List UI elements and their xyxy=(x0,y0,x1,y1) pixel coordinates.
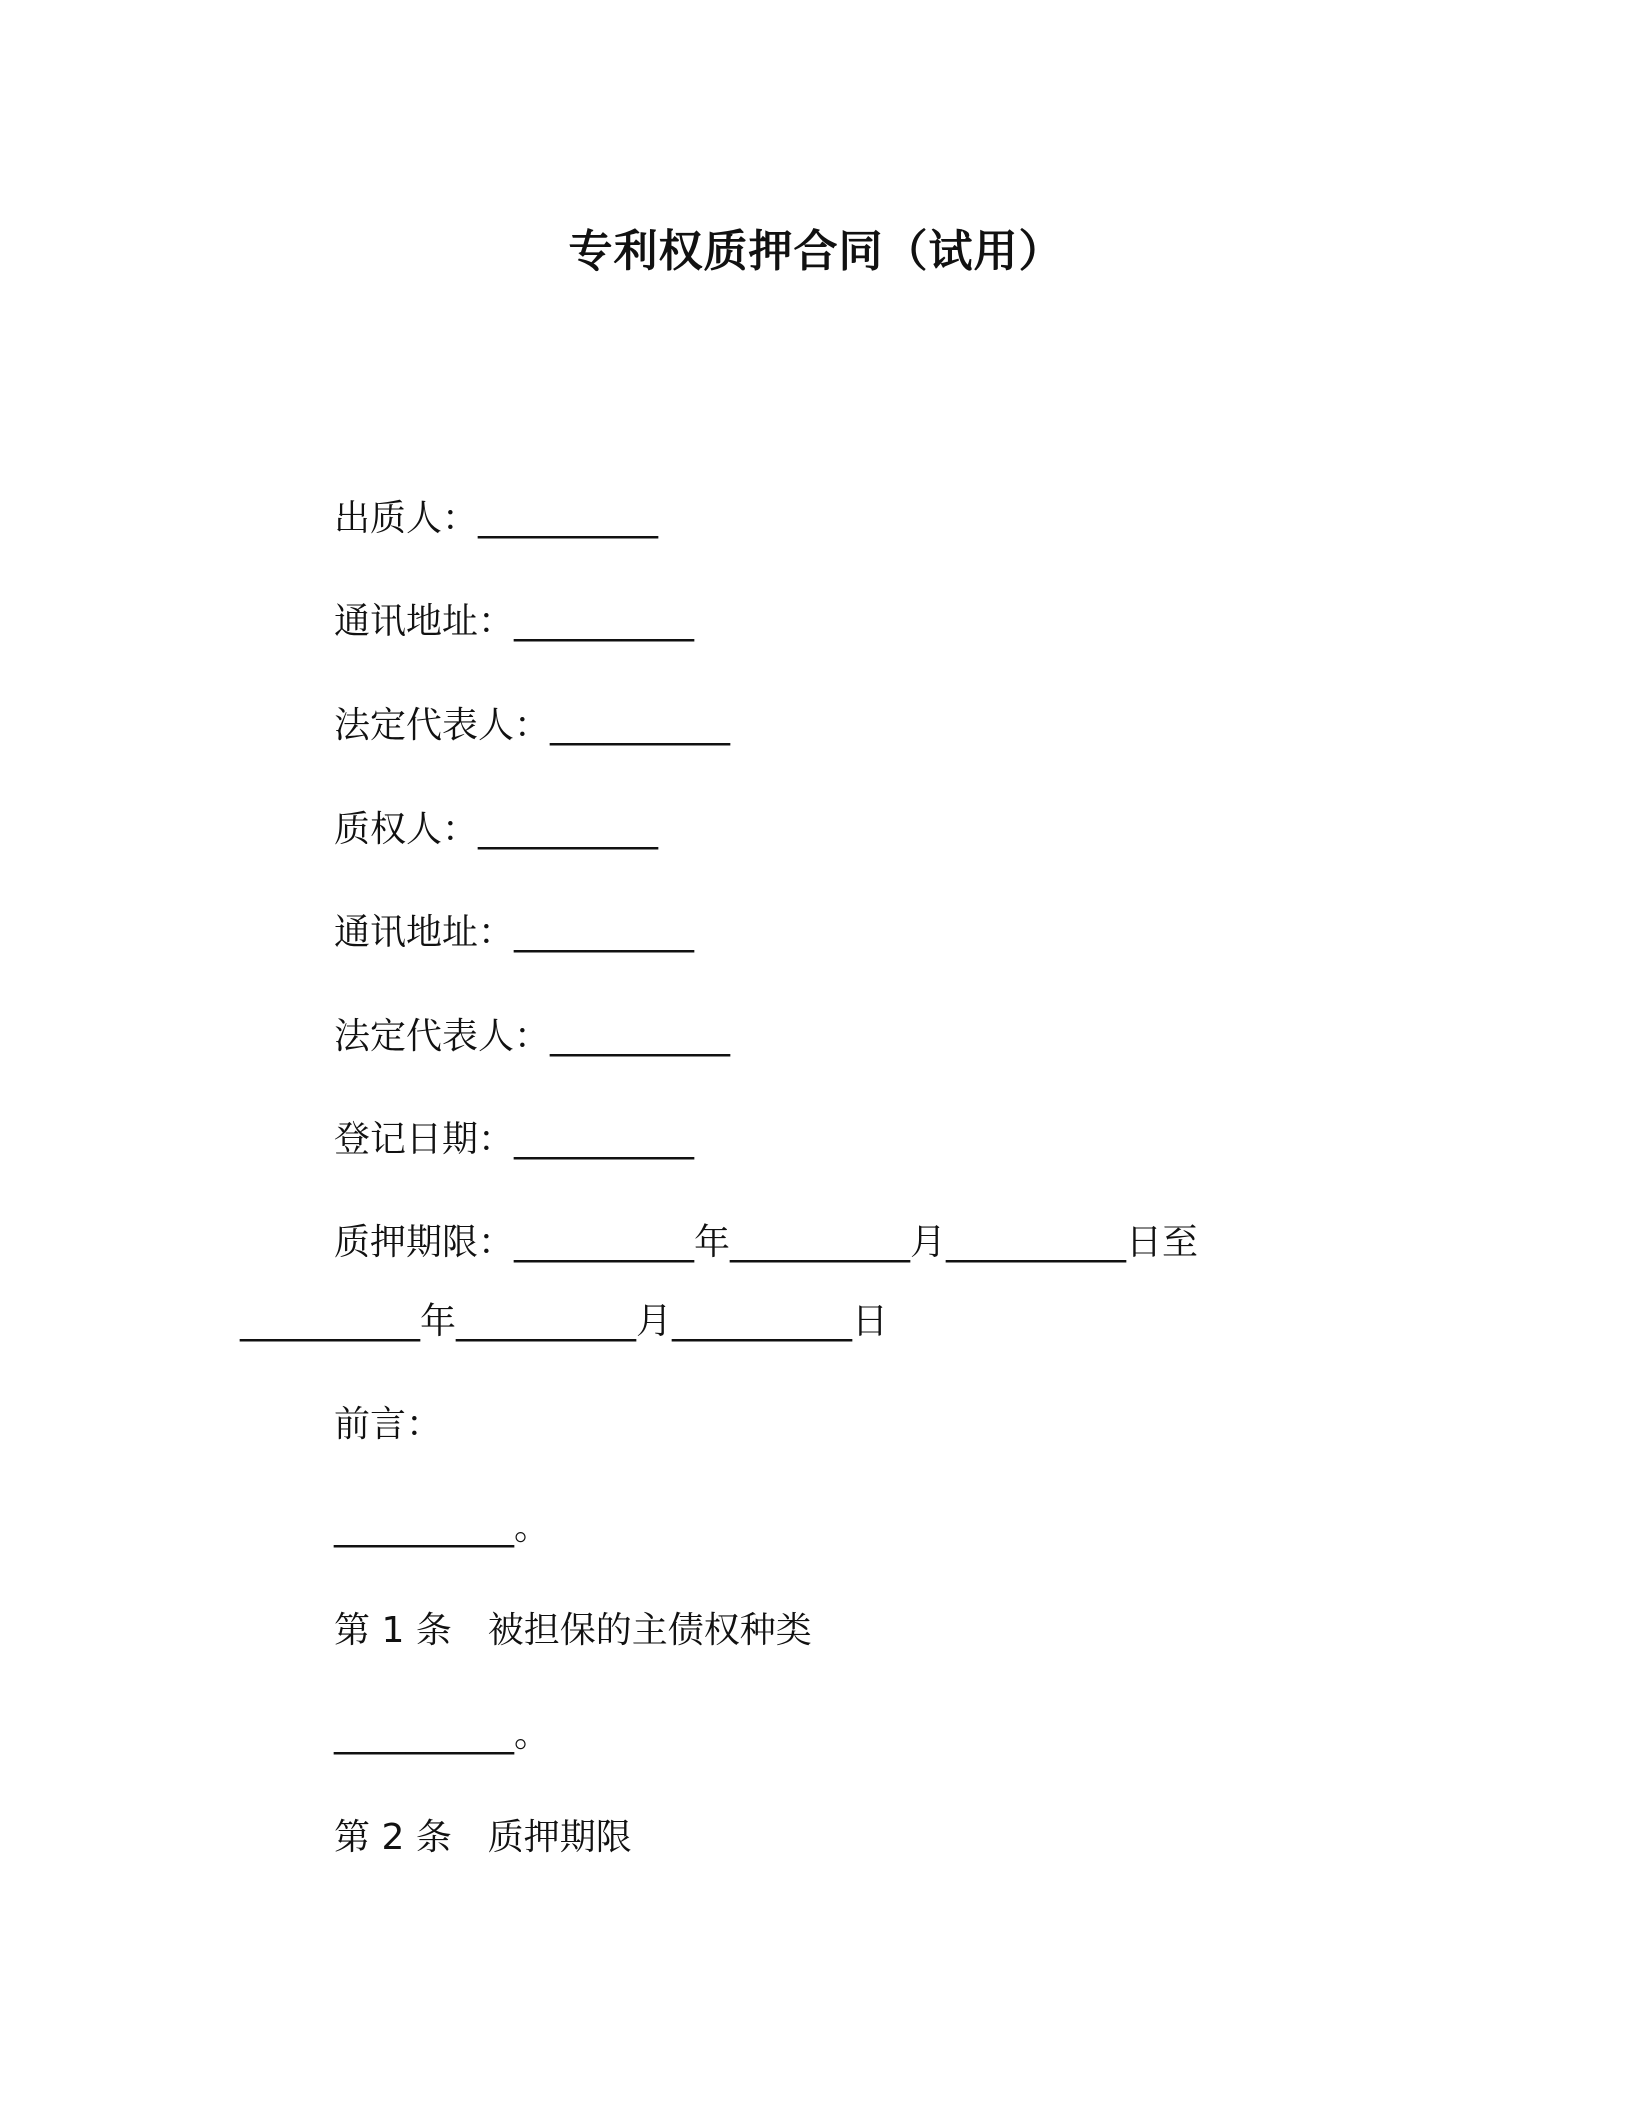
preamble-heading: 前言： xyxy=(334,1404,443,1445)
pledgor-legal-representative-field: 法定代表人：__________ xyxy=(334,705,731,746)
pledgor-address-field: 通讯地址：__________ xyxy=(334,601,695,642)
pledge-term-field: 质押期限：__________年__________月__________日至 xyxy=(334,1222,1199,1263)
registration-date-field: 登记日期：__________ xyxy=(334,1119,695,1160)
article-2-heading: 第 2 条 质押期限 xyxy=(334,1817,632,1858)
pledgee-legal-representative-field: 法定代表人：__________ xyxy=(334,1016,731,1057)
pledgee-address-field: 通讯地址：__________ xyxy=(334,912,695,953)
pledgee-field: 质权人：__________ xyxy=(334,809,659,850)
preamble-blank: __________。 xyxy=(334,1507,551,1548)
document-title: 专利权质押合同（试用） xyxy=(568,226,1064,277)
article-1-blank: __________。 xyxy=(334,1714,551,1755)
pledge-term-field-continued: __________年__________月__________日 xyxy=(240,1301,888,1342)
pledgor-field: 出质人：__________ xyxy=(334,498,659,539)
article-1-heading: 第 1 条 被担保的主债权种类 xyxy=(334,1610,812,1651)
